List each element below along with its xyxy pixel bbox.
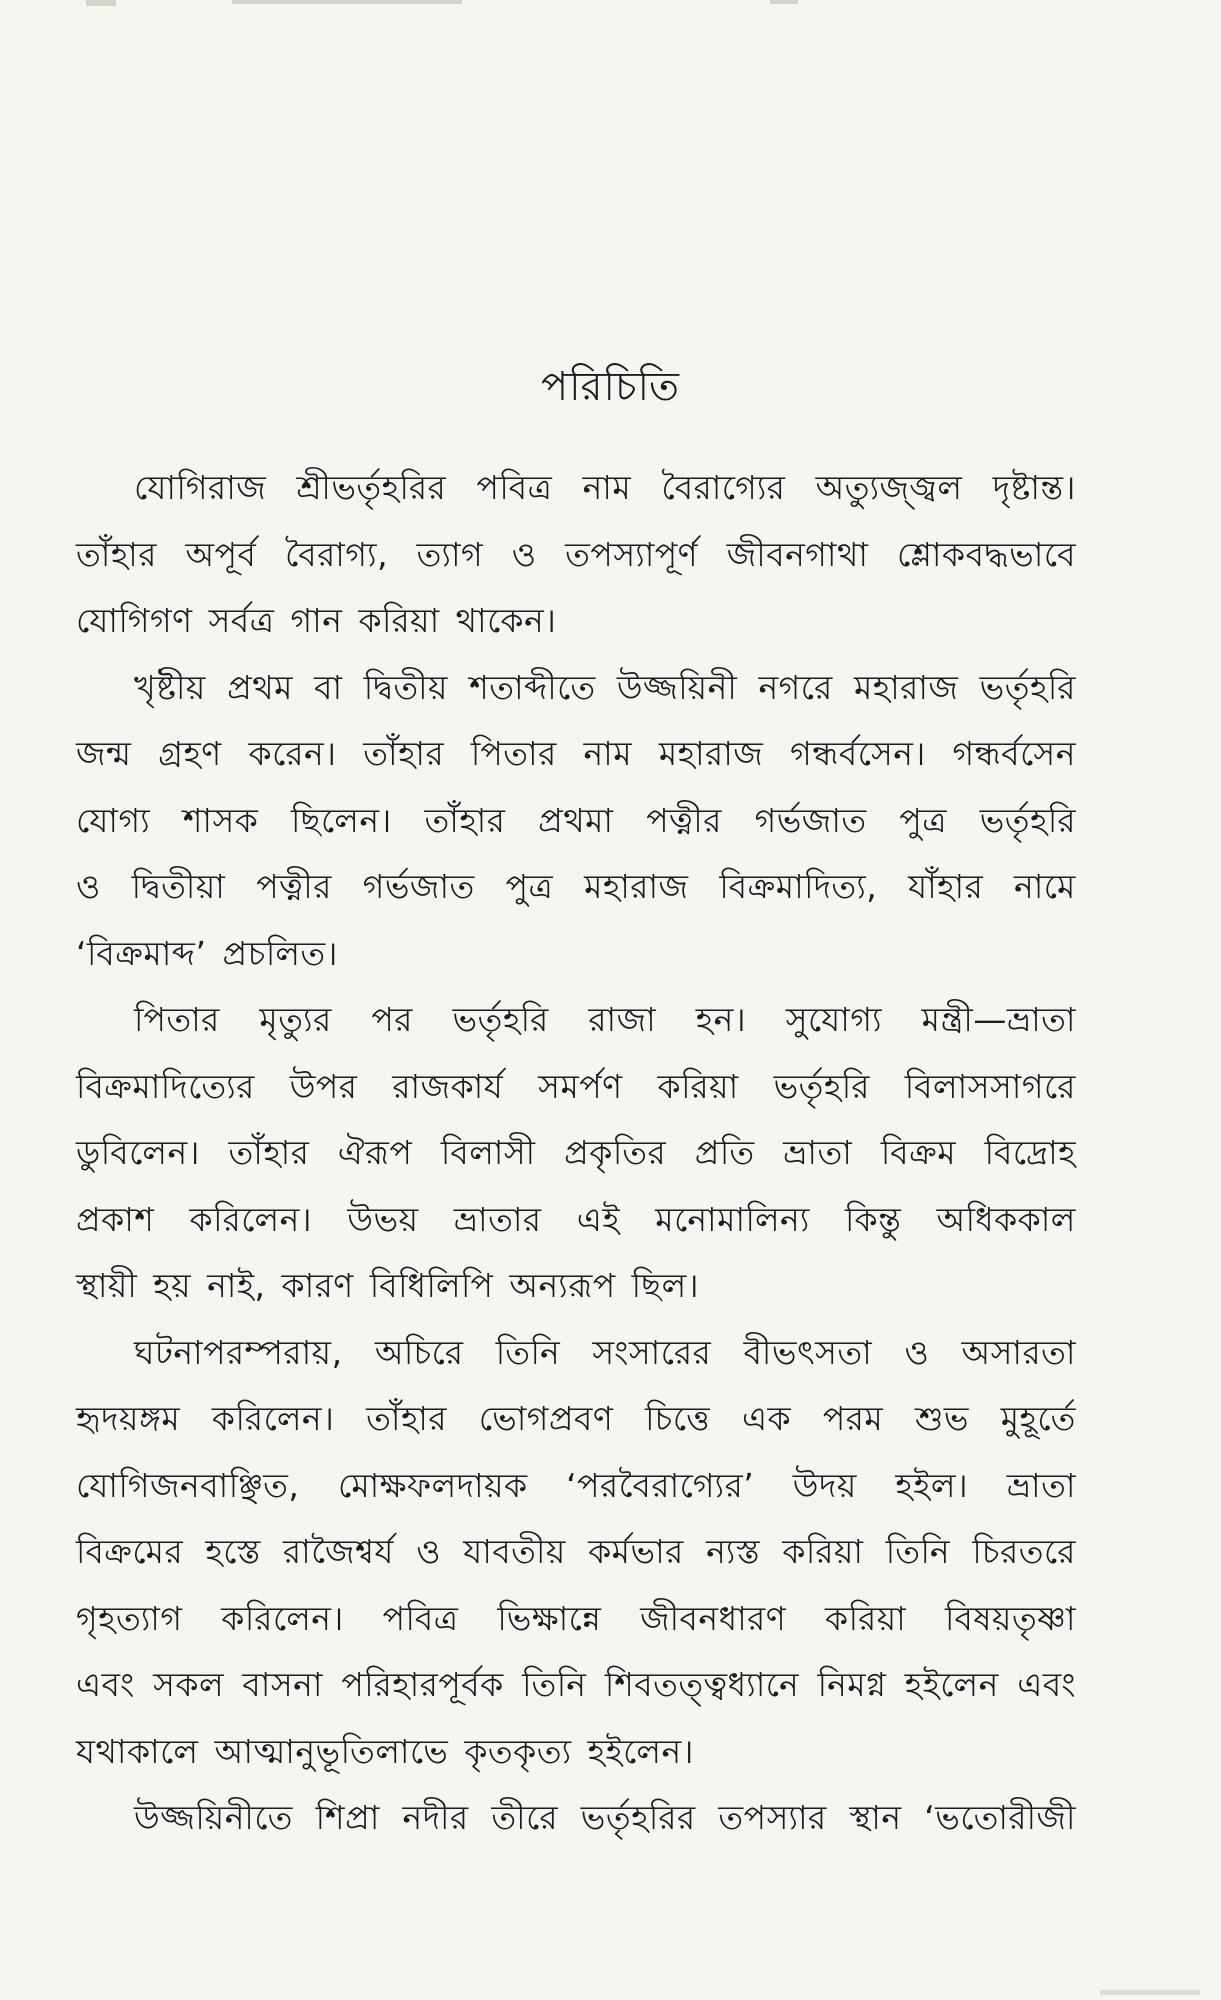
text-word: বাসনা bbox=[242, 1665, 323, 1704]
text-word: মৃত্যুর bbox=[259, 1000, 332, 1039]
text-word: তিনি bbox=[885, 1532, 951, 1571]
text-word: বিক্রমাদিত্যের bbox=[76, 1066, 255, 1106]
text-word: হন। bbox=[695, 1000, 747, 1039]
text-line bbox=[76, 1192, 1076, 1259]
text-line bbox=[76, 992, 1076, 1059]
text-word: শ্লোকবদ্ধভাবে bbox=[897, 534, 1076, 574]
text-word: যাবতীয় bbox=[463, 1532, 566, 1571]
text-word: যথাকালে bbox=[76, 1731, 199, 1771]
text-word: করেন। bbox=[248, 734, 337, 773]
text-word: শুভ bbox=[914, 1399, 969, 1438]
scan-edge-mark bbox=[232, 0, 462, 4]
text-word: করিয়া bbox=[358, 601, 440, 640]
text-word: যোগিগণ bbox=[76, 601, 193, 640]
text-word: কর্মভার bbox=[588, 1532, 684, 1571]
text-word: প্রথম bbox=[227, 667, 293, 707]
text-word: নাই, bbox=[207, 1266, 266, 1305]
text-word: পত্নীর bbox=[256, 867, 332, 906]
text-word: হয় bbox=[153, 1266, 192, 1305]
text-word: ত্যাগ bbox=[416, 534, 484, 574]
scan-edge-mark bbox=[1100, 1990, 1200, 1995]
text-word: মহারাজ bbox=[853, 667, 959, 707]
text-word: পিতার bbox=[470, 734, 557, 773]
text-word: মহারাজ bbox=[658, 734, 764, 773]
text-word: বিক্রম bbox=[880, 1133, 957, 1172]
text-word: ডুবিলেন। bbox=[76, 1133, 200, 1172]
text-word: মুহূর্তে bbox=[1000, 1399, 1076, 1438]
text-word: শতাব্দীতে bbox=[469, 667, 596, 707]
text-word: মন্ত্রী—ভ্রাতা bbox=[921, 1000, 1076, 1039]
text-word: পুত্র bbox=[899, 800, 947, 840]
text-word: করিয়া bbox=[782, 1532, 864, 1571]
text-word: প্রতি bbox=[694, 1133, 755, 1172]
text-word: উজ্জয়িনীতে bbox=[134, 1798, 293, 1837]
text-word: অন্যরূপ bbox=[509, 1266, 616, 1305]
text-word: স্থায়ী bbox=[76, 1266, 138, 1305]
text-word: উপর bbox=[289, 1066, 358, 1106]
page-title: পরিচিতি bbox=[540, 364, 681, 410]
text-word: বীভৎসতা bbox=[743, 1332, 873, 1372]
text-line bbox=[76, 1591, 1076, 1658]
text-word: নাম bbox=[582, 468, 632, 507]
text-word: প্রথমা bbox=[538, 800, 614, 840]
text-line bbox=[76, 926, 1076, 993]
text-word: কারণ bbox=[281, 1266, 354, 1305]
text-word: ‘পরবৈরাগ্যের’ bbox=[566, 1465, 755, 1505]
text-word: শিপ্রা bbox=[315, 1798, 380, 1837]
text-word: এবং bbox=[76, 1665, 135, 1704]
text-word: ও bbox=[76, 867, 101, 906]
text-word: হইলেন। bbox=[587, 1731, 694, 1771]
text-word: পর bbox=[371, 1000, 413, 1039]
text-word: মনোমালিন্য bbox=[655, 1199, 810, 1239]
text-word: মোক্ষফলদায়ক bbox=[337, 1465, 528, 1505]
text-word: তাঁহার bbox=[363, 734, 445, 773]
text-line bbox=[76, 1458, 1076, 1525]
text-line bbox=[76, 793, 1076, 860]
text-word: এক bbox=[741, 1399, 792, 1438]
text-line bbox=[76, 1657, 1076, 1724]
text-word: অসারতা bbox=[961, 1332, 1076, 1372]
text-word: করিয়া bbox=[657, 1066, 739, 1106]
text-word: করিলেন। bbox=[221, 1598, 344, 1638]
text-word: গন্ধর্বসেন। bbox=[790, 734, 926, 773]
text-word: শাসক bbox=[182, 800, 259, 840]
text-word: গ্রহণ bbox=[158, 734, 222, 773]
text-line bbox=[76, 593, 1076, 660]
text-word: গর্ভজাত bbox=[754, 800, 867, 840]
text-word: চিরতরে bbox=[972, 1532, 1076, 1571]
text-word: ন্যস্ত bbox=[706, 1532, 761, 1571]
text-line bbox=[76, 859, 1076, 926]
text-word: পত্নীর bbox=[646, 800, 722, 840]
text-word: স্থান bbox=[849, 1798, 902, 1837]
text-word: ভিক্ষান্নে bbox=[497, 1598, 602, 1638]
text-word: এই bbox=[576, 1199, 621, 1239]
text-word: অত্যুজ্জ্বল bbox=[815, 468, 963, 507]
text-line bbox=[76, 1258, 1076, 1325]
text-word: তাঁহার bbox=[424, 800, 506, 840]
text-word: সমর্পণ bbox=[538, 1066, 623, 1106]
text-word: প্রকৃতির bbox=[564, 1133, 667, 1172]
text-word: শ্রীভর্তৃহরির bbox=[296, 468, 447, 507]
text-word: বৈরাগ্য, bbox=[284, 534, 389, 574]
text-word: ভর্তৃহরি bbox=[979, 667, 1076, 707]
text-word: গন্ধর্বসেন bbox=[952, 734, 1076, 773]
text-word: যোগিরাজ bbox=[134, 468, 267, 507]
text-line bbox=[76, 1391, 1076, 1458]
text-word: চিত্তে bbox=[645, 1399, 711, 1438]
text-word: সকল bbox=[153, 1665, 225, 1704]
text-word: এবং bbox=[1017, 1665, 1076, 1704]
text-line bbox=[76, 660, 1076, 727]
text-word: থাকেন। bbox=[455, 601, 557, 640]
text-word: ভর্তৃহরি bbox=[773, 1066, 870, 1106]
text-word: করিয়া bbox=[825, 1598, 907, 1638]
text-line bbox=[76, 1059, 1076, 1126]
text-word: জন্ম bbox=[76, 734, 132, 773]
text-word: ভর্তৃহরির bbox=[580, 1798, 696, 1837]
text-word: দৃষ্টান্ত। bbox=[992, 468, 1076, 507]
text-word: ‘ভতোরীজী bbox=[924, 1798, 1076, 1837]
text-line bbox=[76, 1125, 1076, 1192]
text-word: দ্বিতীয়া bbox=[131, 867, 226, 906]
text-word: ছিল। bbox=[631, 1266, 700, 1305]
text-word: গর্ভজাত bbox=[362, 867, 475, 906]
text-word: উদয় bbox=[792, 1465, 857, 1505]
text-word: তপস্যার bbox=[718, 1798, 827, 1837]
text-word: তিনি bbox=[522, 1665, 587, 1704]
text-word: ভর্তৃহরি bbox=[452, 1000, 549, 1039]
text-word: কৃতকৃত্য bbox=[464, 1731, 572, 1771]
text-word: পিতার bbox=[134, 1000, 220, 1039]
text-word: যোগিজনবাঞ্ছিত, bbox=[76, 1465, 300, 1505]
text-word: তিনি bbox=[495, 1332, 561, 1372]
text-word: পরিহারপূর্বক bbox=[341, 1665, 504, 1704]
text-word: ভর্তৃহরি bbox=[979, 800, 1076, 840]
text-word: প্রচলিত। bbox=[222, 933, 338, 973]
text-word: বিক্রমাদিত্য, bbox=[719, 867, 878, 906]
text-word: তাঁহার bbox=[228, 1133, 310, 1172]
text-word: করিলেন। bbox=[211, 1399, 335, 1438]
text-word: করিলেন। bbox=[189, 1199, 313, 1239]
text-line bbox=[76, 460, 1076, 527]
text-word: ভ্রাতা bbox=[783, 1133, 853, 1172]
text-word: কিন্তু bbox=[845, 1199, 902, 1239]
text-word: উজ্জয়িনী bbox=[616, 667, 738, 707]
text-word: বৈরাগ্যের bbox=[661, 468, 786, 507]
text-word: হইলেন bbox=[904, 1665, 999, 1704]
text-word: ও bbox=[511, 534, 537, 574]
text-word: জীবনধারণ bbox=[640, 1598, 787, 1638]
text-word: রাজকার্য bbox=[392, 1066, 504, 1106]
text-word: পবিত্র bbox=[382, 1598, 459, 1638]
text-word: শিবতত্ত্বধ্যানে bbox=[604, 1665, 800, 1704]
text-word: আত্মানুভূতিলাভে bbox=[214, 1731, 449, 1771]
text-word: ঘটনাপরম্পরায়, bbox=[134, 1332, 343, 1372]
text-word: বিলাসী bbox=[440, 1133, 536, 1172]
text-word: হস্তে bbox=[205, 1532, 261, 1571]
text-word: পবিত্র bbox=[476, 468, 553, 507]
text-word: ও bbox=[416, 1532, 441, 1571]
text-word: পরম bbox=[822, 1399, 884, 1438]
text-word: অপূর্ব bbox=[185, 534, 257, 574]
text-line bbox=[76, 726, 1076, 793]
text-word: ‘বিক্রমাব্দ’ bbox=[76, 933, 207, 973]
text-word: ঐরূপ bbox=[337, 1133, 413, 1172]
text-word: নামে bbox=[1014, 867, 1076, 906]
scan-edge-mark bbox=[86, 0, 116, 6]
text-word: ভোগপ্রবণ bbox=[478, 1399, 614, 1438]
text-word: সর্বত্র bbox=[208, 601, 275, 640]
text-word: বিলাসসাগরে bbox=[904, 1066, 1076, 1106]
text-word: যাঁহার bbox=[908, 867, 984, 906]
text-word: নিমগ্ন bbox=[817, 1665, 887, 1704]
text-word: বা bbox=[314, 667, 343, 707]
text-word: সংসারের bbox=[592, 1332, 712, 1372]
text-word: সুযোগ্য bbox=[785, 1000, 883, 1039]
text-word: বিদ্রোহ bbox=[984, 1133, 1076, 1172]
text-word: ও bbox=[904, 1332, 930, 1372]
text-word: ভ্রাতার bbox=[453, 1199, 542, 1239]
text-word: বিধিলিপি bbox=[369, 1266, 494, 1305]
scan-edge-mark bbox=[770, 0, 798, 4]
text-word: বিষয়তৃষ্ণা bbox=[945, 1598, 1076, 1638]
text-word: ছিলেন। bbox=[291, 800, 392, 840]
text-word: তপস্যাপূর্ণ bbox=[565, 534, 699, 574]
text-word: অধিককাল bbox=[936, 1199, 1076, 1239]
body-text bbox=[76, 460, 1076, 1857]
text-word: নগরে bbox=[758, 667, 833, 707]
text-word: ভ্রাতা bbox=[1006, 1465, 1076, 1505]
text-word: জীবনগাথা bbox=[726, 534, 869, 574]
text-word: বিক্রমের bbox=[76, 1532, 184, 1571]
text-word: মহারাজ bbox=[584, 867, 689, 906]
text-word: তীরে bbox=[491, 1798, 559, 1837]
text-word: গৃহত্যাগ bbox=[76, 1598, 183, 1638]
text-word: তাঁহার bbox=[366, 1399, 448, 1438]
text-word: নদীর bbox=[402, 1798, 469, 1837]
text-line bbox=[76, 1724, 1076, 1791]
text-word: নাম bbox=[583, 734, 633, 773]
text-word: উভয় bbox=[347, 1199, 419, 1239]
text-word: অচিরে bbox=[374, 1332, 464, 1372]
text-word: রাজৈশ্বর্য bbox=[282, 1532, 394, 1571]
text-line bbox=[76, 1524, 1076, 1591]
text-word: পুত্র bbox=[505, 867, 554, 906]
text-word: হৃদয়ঙ্গম bbox=[76, 1399, 181, 1438]
text-word: গান bbox=[290, 601, 343, 640]
text-word: প্রকাশ bbox=[76, 1199, 155, 1239]
text-line bbox=[76, 1790, 1076, 1857]
text-word: তাঁহার bbox=[76, 534, 157, 574]
text-line bbox=[76, 527, 1076, 594]
text-word: খৃষ্টীয় bbox=[134, 667, 206, 707]
text-word: রাজা bbox=[588, 1000, 657, 1039]
text-word: দ্বিতীয় bbox=[363, 667, 448, 707]
text-word: যোগ্য bbox=[76, 800, 151, 840]
text-line bbox=[76, 1325, 1076, 1392]
text-word: হইল। bbox=[895, 1465, 969, 1505]
